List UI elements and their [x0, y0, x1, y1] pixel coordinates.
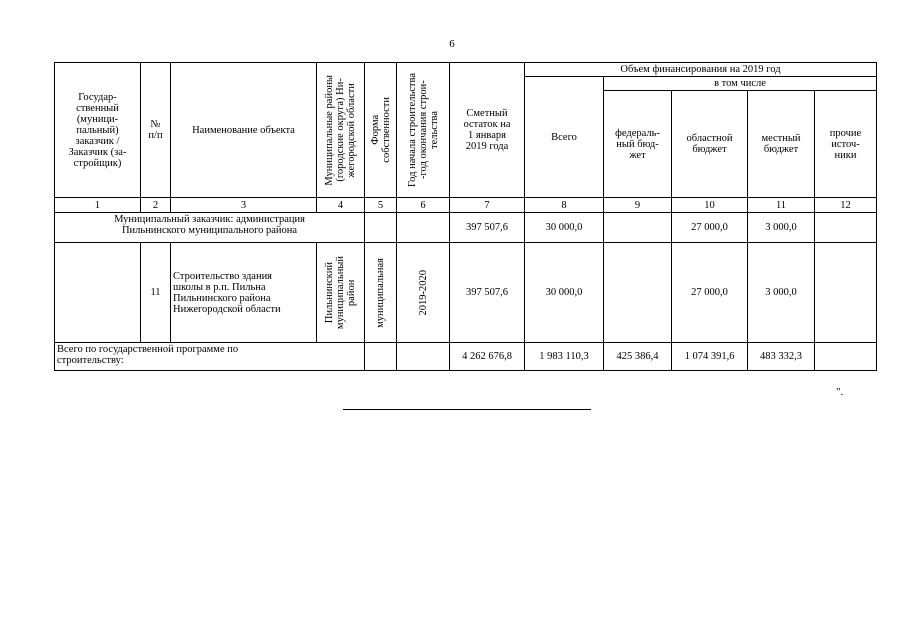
district-cell	[317, 243, 365, 343]
header-construction-years	[397, 63, 450, 198]
header-municipal-districts	[317, 63, 365, 198]
total-cell: 1 983 110,3	[525, 343, 604, 371]
other-cell	[815, 243, 877, 343]
header-other-sources: прочие источ- ники	[815, 91, 877, 198]
empty-cell	[397, 343, 450, 371]
total-cell: 30 000,0	[525, 213, 604, 243]
column-number: 2	[141, 198, 171, 213]
empty-cell	[55, 243, 141, 343]
column-number: 11	[748, 198, 815, 213]
object-name-cell: Строительство здания школы в р.п. Пильна Пильнинского района Нижегородской области	[171, 243, 317, 343]
district-text: Пильнинский муниципальный район	[324, 255, 357, 330]
column-number: 9	[604, 198, 672, 213]
column-number: 3	[171, 198, 317, 213]
other-cell	[815, 213, 877, 243]
row-number-cell: 11	[141, 243, 171, 343]
column-number: 8	[525, 198, 604, 213]
header-local-budget: местный бюджет	[748, 91, 815, 198]
regional-cell: 1 074 391,6	[672, 343, 748, 371]
local-cell: 3 000,0	[748, 243, 815, 343]
table-row-object	[55, 243, 877, 343]
header-total: Всего	[525, 77, 604, 198]
construction-financing-table	[54, 62, 877, 371]
empty-cell	[365, 213, 397, 243]
estimated-balance-cell: 4 262 676,8	[450, 343, 525, 371]
column-number: 7	[450, 198, 525, 213]
years-cell	[397, 243, 450, 343]
separator-line	[343, 409, 591, 410]
local-cell: 3 000,0	[748, 213, 815, 243]
header-federal-budget: федераль- ный бюд- жет	[604, 91, 672, 198]
estimated-balance-cell: 397 507,6	[450, 213, 525, 243]
header-financing-volume: Объем финансирования на 2019 год	[525, 63, 877, 77]
column-number: 12	[815, 198, 877, 213]
ownership-cell	[365, 243, 397, 343]
total-cell: 30 000,0	[525, 243, 604, 343]
empty-cell	[365, 343, 397, 371]
other-cell	[815, 343, 877, 371]
column-number: 10	[672, 198, 748, 213]
federal-cell	[604, 243, 672, 343]
column-number: 5	[365, 198, 397, 213]
local-cell: 483 332,3	[748, 343, 815, 371]
ownership-text: муниципальная	[375, 257, 386, 328]
column-number: 6	[397, 198, 450, 213]
header-ownership-form	[365, 63, 397, 198]
header-number: № п/п	[141, 63, 171, 198]
table-row-municipal-customer	[55, 213, 877, 243]
column-number: 1	[55, 198, 141, 213]
header-ownership-form-text: Форма собственности	[369, 97, 392, 163]
program-total-label: Всего по государственной программе по строительству:	[55, 343, 365, 371]
federal-cell	[604, 213, 672, 243]
header-regional-budget: областной бюджет	[672, 91, 748, 198]
federal-cell: 425 386,4	[604, 343, 672, 371]
table-row-program-total	[55, 343, 877, 371]
estimated-balance-cell: 397 507,6	[450, 243, 525, 343]
page-number: 6	[449, 38, 455, 50]
years-text: 2019-2020	[417, 269, 429, 316]
header-municipal-districts-text: Муниципальные районы (городские округа) Ни- жегородской области	[324, 74, 357, 186]
header-object-name: Наименование объекта	[171, 63, 317, 198]
header-estimated-balance: Сметный остаток на 1 января 2019 года	[450, 63, 525, 198]
header-customer: Государ- ственный (муници- пальный) заказчик / Заказчик (за- стройщик)	[55, 63, 141, 198]
regional-cell: 27 000,0	[672, 243, 748, 343]
municipal-customer-label: Муниципальный заказчик: администрация Пильнинского муниципального района	[55, 213, 365, 243]
header-construction-years-text: Год начала строительства -год окончания строи- тельства	[406, 73, 440, 187]
column-number: 4	[317, 198, 365, 213]
closing-quote: ".	[836, 386, 844, 398]
empty-cell	[397, 213, 450, 243]
regional-cell: 27 000,0	[672, 213, 748, 243]
header-including: в том числе	[604, 77, 877, 91]
